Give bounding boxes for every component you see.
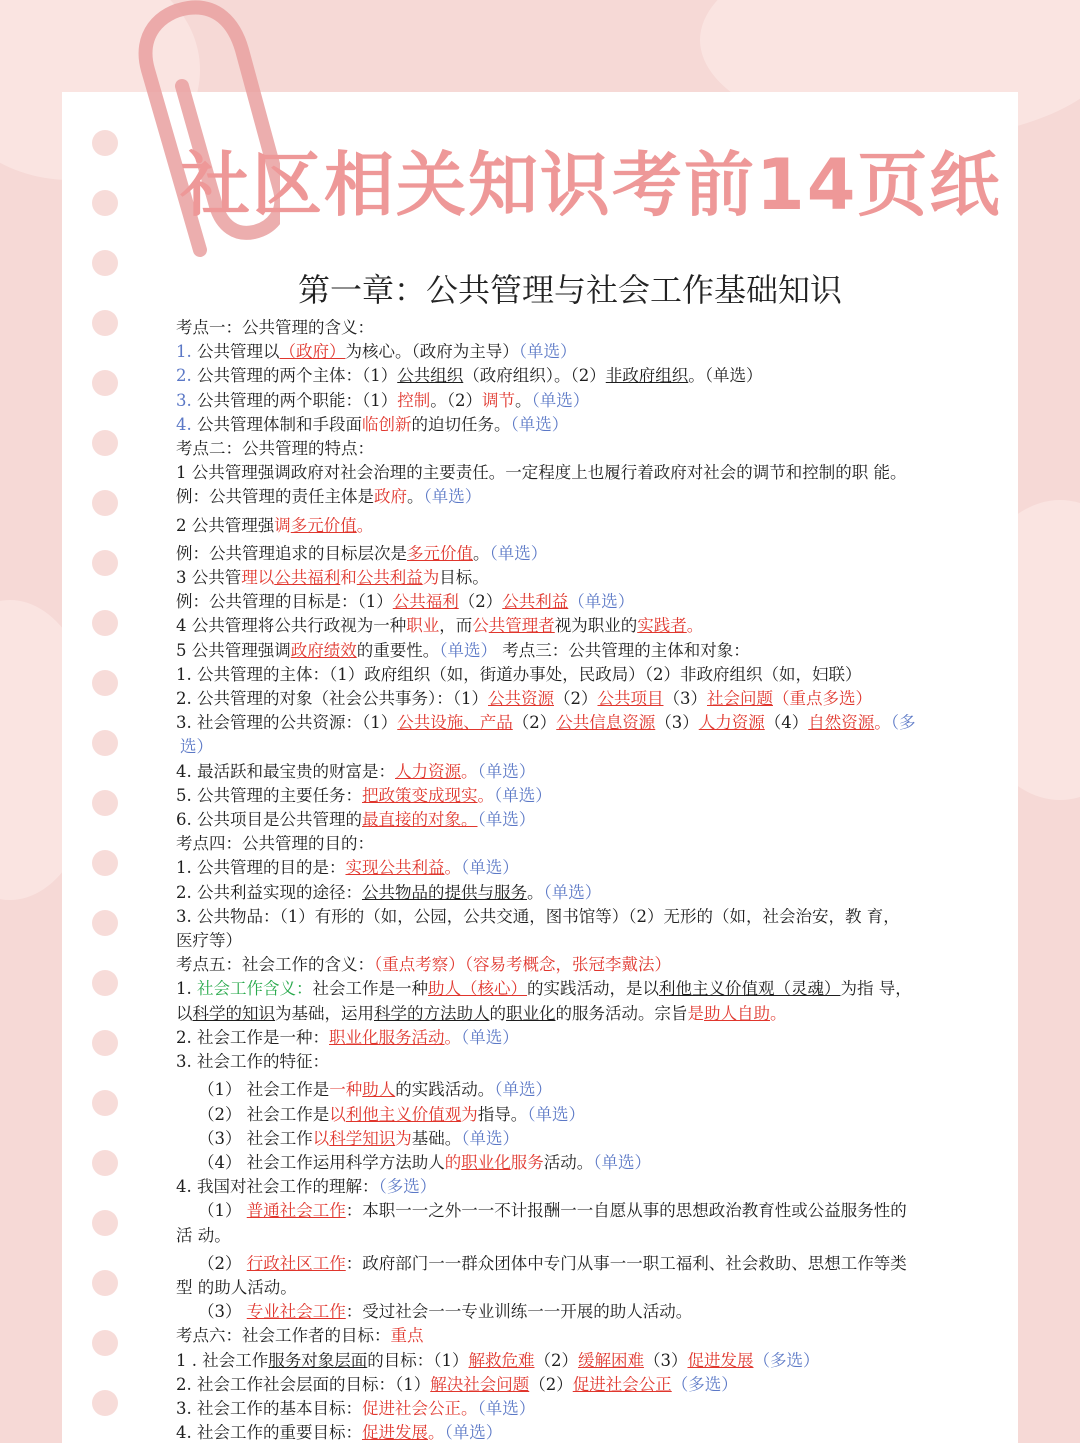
note-line: [176, 1349, 968, 1373]
key-term: 把政策变成现实: [362, 785, 478, 805]
note-text: （2）: [554, 689, 598, 709]
note-text: 例：公共管理追求的目标层次是: [176, 543, 407, 563]
key-term: 促进发展: [362, 1423, 428, 1443]
question-type-tag: （单选）: [461, 858, 519, 878]
key-term: （政府）: [279, 342, 346, 362]
key-term: 共管理者: [488, 616, 555, 636]
question-type-tag: （单选）: [423, 487, 482, 507]
note-text: 3 公共管: [176, 568, 242, 588]
note-text: （2）: [512, 713, 557, 733]
key-term: 助人（核心）: [428, 979, 527, 999]
note-line: [176, 364, 968, 388]
note-line: [176, 461, 968, 485]
note-line: [176, 1324, 968, 1348]
key-term: 助人: [362, 1080, 396, 1100]
note-line: [176, 784, 968, 808]
note-line: [176, 977, 968, 1001]
note-text: 职业化: [506, 1003, 556, 1023]
note-text: 1 公共管理强调政府对社会治理的主要责任。一定程度上也履行着政府对社会的调节和控制的职 能。: [176, 463, 907, 483]
key-term: 调: [274, 515, 291, 535]
note-text: （政府组织）。（2）: [463, 366, 606, 386]
note-text: 2. 公共利益实现的途径：: [176, 882, 362, 902]
key-term: 和: [340, 568, 357, 588]
note-text: 4. 我国对社会工作的理解：: [176, 1177, 379, 1197]
note-text: 的实践活动，是以: [527, 979, 659, 999]
note-text: 。（2）: [430, 390, 482, 410]
key-term: 解救危难: [468, 1350, 535, 1370]
note-line: [176, 953, 968, 977]
note-line: [176, 760, 968, 784]
note-line: [176, 808, 968, 832]
note-text: 。（单选）: [688, 366, 763, 386]
key-term: 实践者: [637, 616, 687, 636]
question-type-tag: 选）: [180, 737, 213, 757]
question-type-tag: 1.: [176, 342, 197, 362]
note-text: 的迫切任务。: [411, 414, 511, 434]
note-line: [176, 711, 968, 735]
note-text: （2）: [529, 1374, 573, 1394]
note-line: [176, 1276, 968, 1300]
note-line: [176, 1002, 968, 1026]
note-text: 的实践活动。: [395, 1080, 495, 1100]
note-text: （1）: [198, 1201, 247, 1221]
note-text: 社会工作是一种: [312, 979, 428, 999]
question-type-tag: 4.: [176, 414, 197, 434]
note-text: （3）: [655, 713, 699, 733]
note-line: [176, 1300, 968, 1324]
note-text: 3. 社会工作的基本目标：: [176, 1398, 362, 1418]
note-text: （4） 社会工作运用科学方法助人: [198, 1152, 445, 1172]
note-text: 考点五：社会工作的含义：: [176, 955, 374, 975]
note-text: 为指 导，: [840, 979, 912, 999]
question-type-tag: （单选）: [444, 1423, 503, 1443]
key-term: 缓解困难: [577, 1350, 644, 1370]
note-text: （3）: [663, 689, 707, 709]
question-type-tag: （单选）: [477, 1398, 536, 1418]
key-term: 。: [461, 1398, 478, 1418]
note-line: [176, 1175, 968, 1199]
key-term: 。: [461, 761, 478, 781]
note-line: [176, 639, 968, 663]
key-term: 公: [472, 616, 489, 636]
key-term: 最直接的对象。: [362, 810, 478, 830]
key-term: 。: [477, 785, 494, 805]
question-type-tag: （单选）: [494, 785, 552, 805]
key-term: 职业化: [461, 1152, 511, 1172]
note-text: 3. 公共物品：（1）有形的（如，公园，公共交通，图书馆等）（2）无形的（如，社会治安，教 育，: [176, 906, 900, 926]
note-text: 。: [527, 882, 544, 902]
note-text: 公共管理的两个职能：（1）: [197, 390, 398, 410]
key-term: 。: [686, 616, 704, 636]
note-text: 目标。: [439, 568, 489, 588]
question-type-tag: （多选）: [671, 1374, 738, 1394]
note-line: [176, 1103, 968, 1127]
question-type-tag: （单选）: [593, 1152, 651, 1172]
key-term: 多元价值: [407, 543, 473, 563]
note-text: 4. 最活跃和最宝贵的财富是：: [176, 761, 395, 781]
note-text: 考点二：公共管理的特点：: [176, 439, 374, 459]
key-term: 解决社会问题: [430, 1374, 530, 1394]
note-line: [176, 1078, 968, 1102]
question-type-tag: （单选）: [510, 414, 569, 434]
key-term: 普通社会工作: [246, 1201, 346, 1221]
key-term: 是: [687, 1003, 704, 1023]
note-text: 公共组织: [397, 366, 464, 386]
note-text: （2） 社会工作是: [198, 1104, 330, 1124]
note-line: [176, 389, 968, 413]
note-text: 指导。: [477, 1104, 528, 1124]
key-term: 。: [444, 858, 461, 878]
question-type-tag: （单选）: [531, 390, 590, 410]
note-text: 型 的助人活动。: [176, 1277, 297, 1297]
note-text: 公共管理的两个主体：（1）: [197, 366, 398, 386]
note-text: 利他主义价值观（灵魂）: [659, 979, 841, 999]
note-text: 考点三：公共管理的主体和对象：: [497, 640, 750, 660]
question-type-tag: （单选）: [461, 1027, 519, 1047]
note-text: 活动。: [543, 1152, 594, 1172]
note-line: [176, 735, 968, 759]
note-text: ：政府部门一一群众团体中专门从事一一职工福利、社会救助、思想工作等类: [345, 1253, 907, 1273]
key-term: 人力资源: [698, 713, 765, 733]
key-term: 多元价值: [290, 515, 357, 535]
note-text: 的: [489, 1003, 506, 1023]
key-term: 政府: [374, 487, 407, 507]
question-type-tag: （单选）: [439, 640, 497, 660]
question-type-tag: （多: [890, 713, 916, 733]
question-type-tag: （单选）: [477, 761, 536, 781]
note-text: 为核心。（政府为主导）: [345, 342, 519, 362]
note-text: 公共管理以: [197, 342, 280, 362]
note-text: 3. 社会管理的公共资源：（1）: [176, 713, 398, 733]
note-text: 非政府组织: [605, 366, 689, 386]
note-line: [176, 485, 968, 509]
note-text: 活 动。: [176, 1225, 231, 1245]
note-text: 医疗等）: [176, 931, 242, 951]
note-text: 2 公共管理强: [176, 515, 275, 535]
note-text: 视为职业的: [554, 616, 638, 636]
key-term: 公共福利: [274, 568, 341, 588]
note-text: 2. 社会工作社会层面的目标：（1）: [176, 1374, 431, 1394]
key-term: 。: [770, 1003, 787, 1023]
note-line: [176, 1421, 968, 1443]
key-term: 促进社会公正: [362, 1398, 461, 1418]
note-line: [176, 316, 968, 340]
note-text: 5 公共管理强调: [176, 640, 291, 660]
key-term: 促进社会公正: [572, 1374, 672, 1394]
key-term: （重点多选）: [773, 689, 872, 709]
note-line: [176, 1050, 968, 1074]
note-line: [176, 340, 968, 364]
note-text: 例：公共管理的责任主体是: [176, 487, 374, 507]
note-text: （2）: [458, 592, 503, 612]
note-text: 1. 公共管理的目的是：: [176, 858, 346, 878]
note-text: （2）: [534, 1350, 578, 1370]
note-text: （1） 社会工作是: [198, 1080, 330, 1100]
key-term: 的: [444, 1152, 462, 1172]
key-term: 以: [312, 1128, 330, 1148]
key-term: 实现公共利益: [345, 858, 445, 878]
key-term: 。: [444, 1027, 461, 1047]
question-type-tag: （单选）: [518, 342, 577, 362]
key-term: 服务: [510, 1152, 544, 1172]
note-line: [176, 1397, 968, 1421]
note-line: [176, 929, 968, 953]
question-type-tag: 3.: [176, 390, 197, 410]
note-line: [176, 566, 968, 590]
note-text: 的目标：（1）: [367, 1350, 469, 1370]
note-text: （4）: [764, 713, 809, 733]
note-line: [176, 590, 968, 614]
question-type-tag: （单选）: [568, 592, 635, 612]
question-type-tag: （多选）: [378, 1177, 437, 1197]
key-term: 控制: [397, 390, 431, 410]
key-term: 为: [461, 1104, 478, 1124]
note-line: [176, 1373, 968, 1397]
note-text: ，而: [439, 616, 473, 636]
key-term: 。: [356, 515, 374, 535]
key-term: 公共资源: [488, 689, 554, 709]
note-text: 社会工作含义：: [197, 979, 313, 999]
note-line: [176, 542, 968, 566]
note-line: [176, 514, 968, 538]
chapter-heading: 第一章：公共管理与社会工作基础知识: [297, 271, 842, 309]
note-line: [176, 687, 968, 711]
note-text: 4 公共管理将公共行政视为一种: [176, 616, 407, 636]
key-term: 。: [874, 713, 891, 733]
note-text: （3）: [198, 1302, 247, 1322]
note-line: [176, 1026, 968, 1050]
note-text: 4. 社会工作的重要目标：: [176, 1423, 362, 1443]
notes-content: [176, 316, 968, 1443]
note-text: 的服务活动。宗旨: [555, 1003, 688, 1023]
note-text: （3）: [643, 1350, 688, 1370]
note-text: 基础。: [411, 1128, 462, 1148]
key-term: 以: [329, 1104, 346, 1124]
key-term: 科学知识: [329, 1128, 396, 1148]
question-type-tag: （单选）: [527, 1104, 585, 1124]
note-text: ：受过社会一一专业训练一一开展的助人活动。: [345, 1302, 693, 1322]
key-term: 政府绩效: [290, 640, 357, 660]
note-line: [176, 1151, 968, 1175]
key-term: 临创新: [362, 414, 412, 434]
note-text: 。: [515, 390, 532, 410]
note-text: 考点六：社会工作者的目标：: [176, 1326, 391, 1346]
key-term: 理以: [241, 568, 275, 588]
note-text: 1 . 社会工作: [176, 1350, 269, 1370]
note-line: [176, 614, 968, 638]
key-term: 职业化服务活动: [329, 1027, 445, 1047]
key-term: 重点: [390, 1326, 424, 1346]
key-term: 为: [422, 568, 440, 588]
note-text: 。: [473, 543, 490, 563]
key-term: 人力资源: [395, 761, 461, 781]
note-text: 考点四：公共管理的目的：: [176, 834, 374, 854]
question-type-tag: （多选）: [753, 1350, 820, 1370]
note-text: 例：公共管理的目标是：（1）: [176, 592, 393, 612]
page-title: 社区相关知识考前14页纸: [180, 144, 1002, 226]
note-text: 2. 公共管理的对象（社会公共事务）：（1）: [176, 689, 488, 709]
question-type-tag: （单选）: [494, 1080, 552, 1100]
key-term: 公共利益: [502, 592, 569, 612]
note-text: 科学的方法助人: [374, 1003, 490, 1023]
note-line: [176, 832, 968, 856]
note-text: 为基础，运用: [275, 1003, 374, 1023]
question-type-tag: （单选）: [477, 810, 536, 830]
note-text: 科学的知识: [192, 1003, 275, 1023]
note-line: [176, 905, 968, 929]
note-line: [176, 856, 968, 880]
key-term: 公共福利: [392, 592, 459, 612]
key-term: 职业: [406, 616, 440, 636]
key-term: 。: [428, 1423, 445, 1443]
question-type-tag: 2.: [176, 366, 197, 386]
note-text: 1. 公共管理的主体：（1）政府组织（如，街道办事处，民政局）（2）非政府组织（如，妇联）: [176, 664, 862, 684]
note-text: 。: [407, 487, 424, 507]
key-term: 公共利益: [356, 568, 423, 588]
question-type-tag: （单选）: [461, 1128, 519, 1148]
note-text: 2. 社会工作是一种：: [176, 1027, 329, 1047]
note-line: [176, 1224, 968, 1248]
note-text: 的重要性。: [356, 640, 440, 660]
key-term: （重点考察）（容易考概念，张冠李戴法）: [374, 955, 671, 975]
note-line: [176, 881, 968, 905]
note-line: [176, 437, 968, 461]
note-text: （2）: [198, 1253, 247, 1273]
note-text: ：本职一一之外一一不计报酬一一自愿从事的思想政治教育性或公益服务性的: [345, 1201, 907, 1221]
note-text: 服务对象层面: [268, 1350, 368, 1370]
key-term: 公共信息资源: [556, 713, 656, 733]
question-type-tag: （单选）: [489, 543, 548, 563]
note-text: 6. 公共项目是公共管理的: [176, 810, 362, 830]
key-term: 自然资源: [808, 713, 875, 733]
key-term: 助人自助: [704, 1003, 770, 1023]
note-text: 公共物品的提供与服务: [362, 882, 527, 902]
note-text: 3. 社会工作的特征：: [176, 1052, 329, 1072]
note-line: [176, 1252, 968, 1276]
note-line: [176, 1127, 968, 1151]
note-line: [176, 1199, 968, 1223]
key-term: 公共项目: [597, 689, 664, 709]
key-term: 专业社会工作: [246, 1302, 346, 1322]
key-term: 为: [395, 1128, 412, 1148]
key-term: 调节: [482, 390, 515, 410]
note-text: 1.: [176, 979, 197, 999]
note-text: （3） 社会工作: [198, 1128, 313, 1148]
note-text: 公共管理体制和手段面: [197, 414, 362, 434]
note-line: [176, 413, 968, 437]
key-term: 利他主义价值观: [345, 1104, 462, 1124]
key-term: 社会问题: [707, 689, 773, 709]
question-type-tag: （单选）: [543, 882, 602, 902]
key-term: 一种: [329, 1080, 363, 1100]
note-text: 5. 公共管理的主要任务：: [176, 785, 362, 805]
key-term: 促进发展: [687, 1350, 754, 1370]
key-term: 行政社区工作: [246, 1253, 346, 1273]
key-term: 公共设施、产品: [397, 713, 513, 733]
note-text: 以: [176, 1003, 193, 1023]
note-text: 考点一：公共管理的含义：: [176, 318, 374, 337]
note-line: [176, 663, 968, 687]
